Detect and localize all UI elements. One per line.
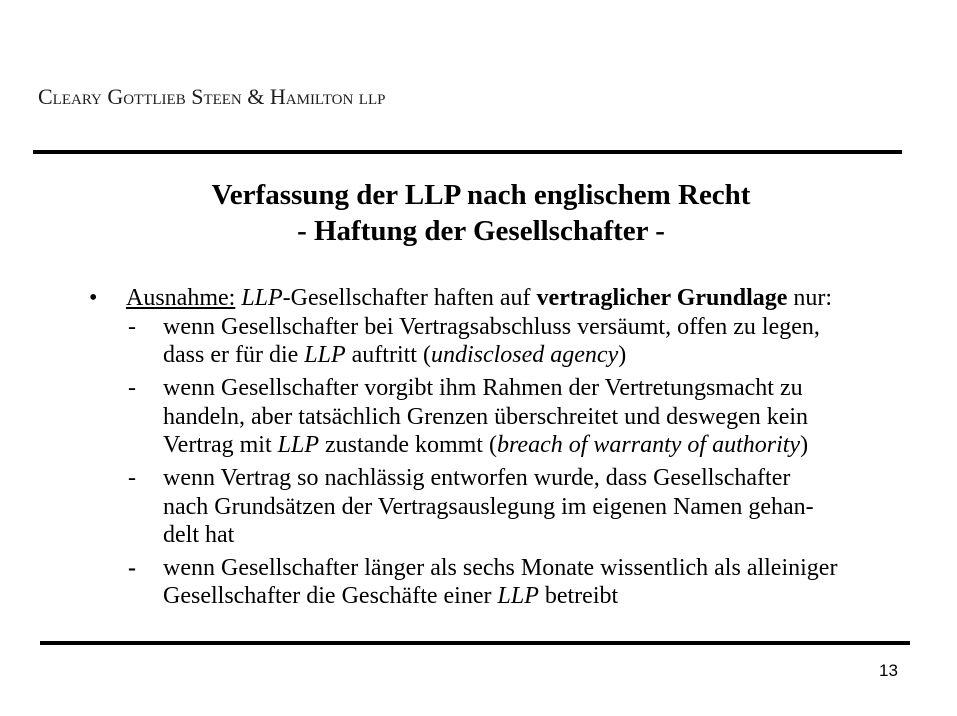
text-segment: ) xyxy=(800,432,809,459)
page-number: 13 xyxy=(879,661,898,680)
text-line xyxy=(163,554,957,582)
emphasis-contractual-basis: vertraglicher Grundlage xyxy=(536,285,788,311)
dash-marker: - xyxy=(128,465,136,492)
text-segment: auftritt ( xyxy=(345,342,431,369)
term-llp: LLP xyxy=(277,432,319,459)
text-segment: -Gesellschafter haften auf xyxy=(282,285,537,311)
sub-item-text xyxy=(163,554,957,611)
text-segment: delt hat xyxy=(163,521,235,548)
text-segment: nach Grundsätzen der Vertragsauslegung im eigenen Namen gehan- xyxy=(163,493,814,520)
exception-label: Ausnahme: xyxy=(126,285,236,311)
text-line xyxy=(163,582,957,610)
sub-item-text xyxy=(163,464,957,549)
sub-list xyxy=(0,313,957,615)
sub-item-1 xyxy=(0,313,957,370)
text-line xyxy=(163,464,957,492)
term-undisclosed-agency: undisclosed agency xyxy=(430,342,619,369)
text-segment: ) xyxy=(618,342,627,369)
term-llp: LLP xyxy=(241,285,283,311)
text-line xyxy=(163,493,957,521)
text-segment: wenn Vertrag so nachlässig entworfen wurde, dass Gesellschafter xyxy=(163,465,791,492)
term-breach-of-warranty: breach of warranty of authority xyxy=(496,432,801,459)
term-llp: LLP xyxy=(497,583,539,610)
slide-title: Verfassung der LLP nach englischem Recht xyxy=(211,179,751,211)
text-line xyxy=(163,403,957,431)
top-divider xyxy=(33,150,902,154)
bullet-marker: • xyxy=(89,285,98,311)
sub-item-text xyxy=(163,313,957,370)
firm-logo: Cleary Gottlieb Steen & Hamilton llp xyxy=(38,84,386,109)
slide-subtitle: - Haftung der Gesellschafter - xyxy=(297,215,665,247)
text-segment: wenn Gesellschafter vorgibt ihm Rahmen der Vertretungsmacht zu xyxy=(163,375,803,402)
term-llp: LLP xyxy=(304,342,346,369)
text-line xyxy=(163,431,957,459)
text-segment: Gesellschafter die Geschäfte einer xyxy=(163,583,498,610)
dash-marker: - xyxy=(128,314,136,340)
bottom-divider xyxy=(40,641,910,645)
dash-marker: - xyxy=(128,554,136,581)
text-segment: betreibt xyxy=(538,583,619,610)
text-segment: zustande kommt ( xyxy=(319,432,497,459)
text-segment: dass er für die xyxy=(163,342,305,369)
main-bullet xyxy=(0,284,957,313)
text-line xyxy=(163,341,957,369)
text-line xyxy=(163,313,957,341)
sub-item-4 xyxy=(0,554,957,611)
sub-item-3 xyxy=(0,464,957,549)
dash-marker: - xyxy=(128,375,136,402)
bullet-text xyxy=(126,284,832,312)
sub-item-2 xyxy=(0,374,957,459)
sub-item-text xyxy=(163,374,957,459)
text-segment: wenn Gesellschafter länger als sechs Monate wissentlich als alleiniger xyxy=(163,554,838,581)
text-line xyxy=(163,521,957,549)
text-segment: Vertrag mit xyxy=(163,432,278,459)
text-line xyxy=(163,374,957,402)
text-segment: nur: xyxy=(787,285,833,311)
text-segment: handeln, aber tatsächlich Grenzen überschreitet und deswegen kein xyxy=(163,403,809,430)
text-segment: wenn Gesellschafter bei Vertragsabschluss versäumt, offen zu legen, xyxy=(163,314,820,340)
